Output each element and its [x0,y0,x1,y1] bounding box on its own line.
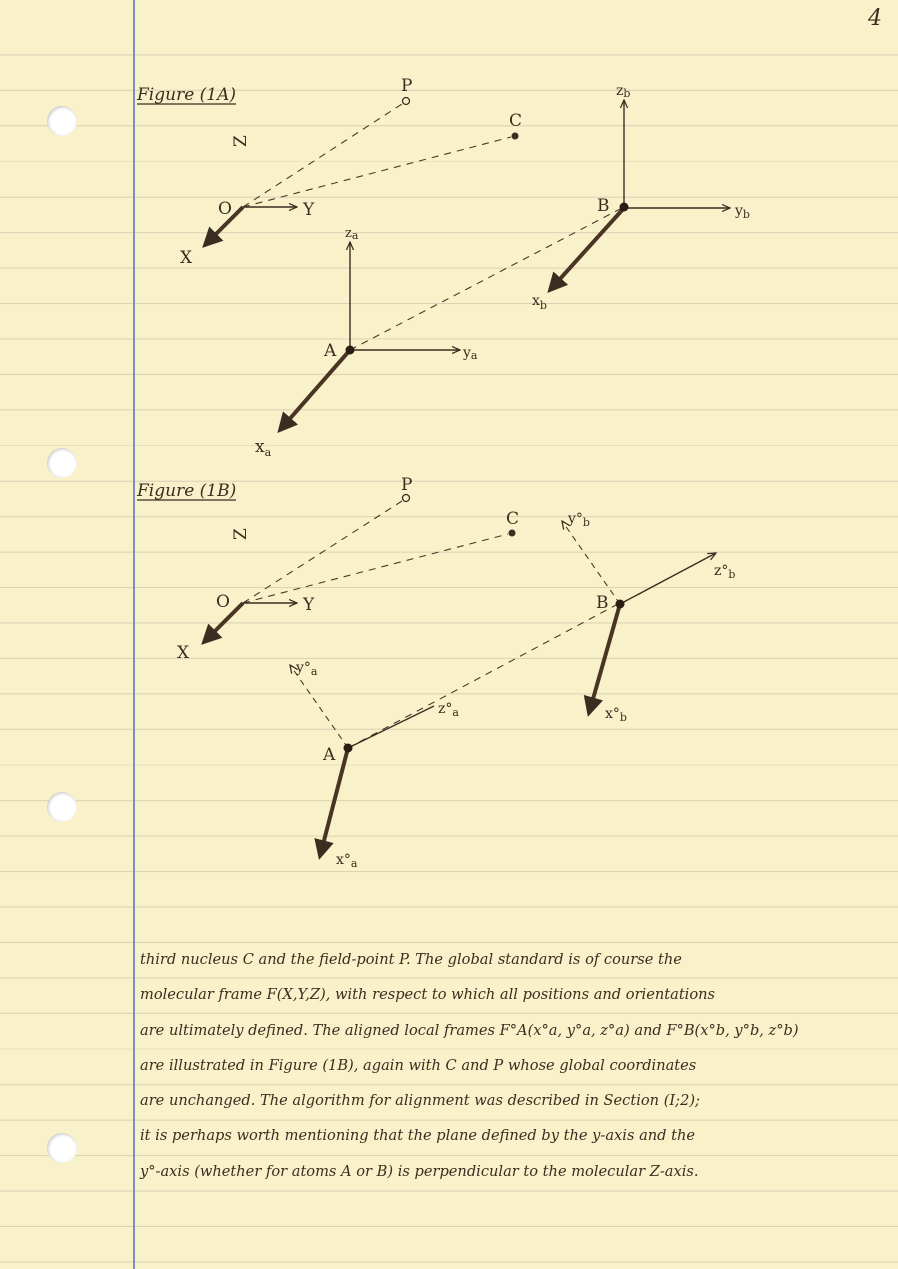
label-a: A [324,341,337,361]
atom-b [616,600,625,609]
dashed-line-oc [243,137,511,207]
point-c [509,530,516,537]
figure-1b-title: Figure (1B) [137,481,237,501]
label-o: O [218,199,232,219]
handwritten-paragraph [140,942,875,1189]
label-za0: $z^\circ_a$ [438,701,459,719]
figure-1a-title: Figure (1A) [137,85,237,105]
text-line: are unchanged. The algorithm for alignment was described in Section (I;2); [140,1092,700,1110]
text-line: are ultimately defined. The aligned local frames F°A(x°a, y°a, z°a) and F°B(x°b, y°b, z°b) [140,1021,799,1039]
label-b: B [596,593,609,613]
dashed-line-op [243,104,402,207]
label-ya: ya [463,345,478,362]
label-b: B [597,196,610,216]
point-p [403,495,410,502]
label-zb0: $z^\circ_b$ [714,563,736,581]
za0-axis [348,706,434,748]
label-y: Y [303,595,315,615]
frame-a [255,226,478,459]
point-p [403,98,410,105]
label-xb0: $x^\circ_b$ [605,706,627,724]
label-xb: $x_b$ [532,293,547,312]
label-c: C [509,111,523,131]
label-z: Z [231,528,251,540]
zb0-axis [620,553,716,604]
label-ya0: $y^\circ_a$ [296,660,318,678]
page-number: 4 [868,6,882,31]
dashed-line-ab [350,208,622,350]
label-xa: $x_a$ [255,437,272,459]
label-xa0: $x^\circ_a$ [336,852,358,870]
dashed-line-op [243,501,402,603]
label-yb0: $y^\circ_b$ [568,511,590,529]
label-x: X [180,248,193,268]
frame-b-aligned [562,511,735,724]
figure-1a [136,76,750,459]
yb0-axis [562,521,620,604]
label-zb: zb [616,83,631,100]
frame-a-aligned [290,660,459,870]
dashed-line-ab [348,604,618,748]
point-c [512,133,519,140]
atom-a [346,346,355,355]
global-frame [177,528,315,663]
label-p: P [401,76,413,96]
label-c: C [506,509,520,529]
ya0-axis [290,665,348,748]
label-za: za [345,226,359,242]
text-line: are illustrated in Figure (1B), again with C and P whose global coordinates [140,1056,697,1074]
frame-b [532,83,750,312]
label-x: X [177,643,190,663]
xa-axis [280,350,350,430]
label-p: P [401,475,413,495]
label-o: O [216,592,230,612]
atom-b [620,203,629,212]
text-line: it is perhaps worth mentioning that the plane defined by the y-axis and the [140,1127,696,1145]
label-yb: $y_b$ [735,203,750,221]
text-line: y°-axis (whether for atoms A or B) is perpendicular to the molecular Z-axis. [140,1162,699,1180]
label-a: A [323,745,336,765]
text-line: third nucleus C and the field-point P. The global standard is of course the [140,951,682,968]
dashed-line-oc [243,534,508,603]
label-z: Z [231,135,251,147]
xb-axis [550,208,624,290]
text-line: molecular frame F(X,Y,Z), with respect to which all positions and orientations [140,986,716,1004]
figure-1b [136,475,735,870]
global-frame [180,135,315,268]
atom-a [344,744,353,753]
label-y: Y [303,200,315,220]
xb0-axis [589,604,620,713]
